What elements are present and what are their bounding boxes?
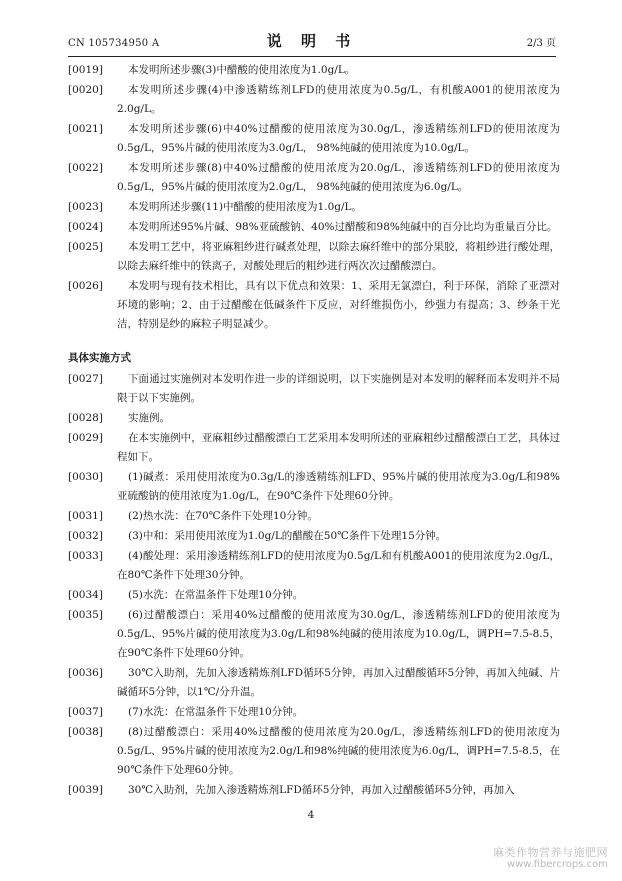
page-header (68, 22, 556, 57)
paragraph-text: (8)过醋酸漂白：采用40%过醋酸的使用浓度为20.0g/L，渗透精练剂LFD的使用浓度为0.5g/L、95%片碱的使用浓度为2.0g/L和98%纯碱的使用浓度为6.0g/L，调PH=7.5-8.5，在90℃条件下处理60分钟。 (117, 726, 560, 776)
paragraph-text: (7)水洗：在常温条件下处理10分钟。 (128, 706, 304, 718)
document-body (68, 61, 560, 801)
paragraph-number: [0019] (68, 64, 103, 76)
document-number: CN 105734950 A (68, 38, 160, 49)
watermark-site-name: 麻类作物营养与施肥网 (493, 846, 608, 859)
paragraph (68, 238, 560, 276)
section-heading: 具体实施方式 (68, 352, 131, 364)
paragraph-text: 本发明所述步骤(4)中渗透精练剂LFD的使用浓度为0.5g/L，有机酸A001的使用浓度为2.0g/L。 (117, 84, 560, 115)
paragraph-number: [0030] (68, 471, 103, 483)
paragraph (68, 277, 560, 334)
paragraph (68, 606, 560, 663)
paragraph-number: [0038] (68, 726, 103, 738)
paragraph-number: [0024] (68, 221, 103, 233)
paragraph (68, 409, 560, 428)
paragraph (68, 664, 560, 702)
paragraph-text: 本发明所述步骤(8)中40%过醋酸的使用浓度为20.0g/L，渗透精练剂LFD的使用浓度为0.5g/L，95%片碱的使用浓度为2.0g/L， 98%纯碱的使用浓度为6.0g/L。 (117, 162, 560, 193)
paragraph-text: 本发明工艺中，将亚麻粗纱进行碱煮处理，以除去麻纤维中的部分果胶，将粗纱进行酸处理，以除去麻纤维中的铁离子，对酸处理后的粗纱进行两次次过醋酸漂白。 (117, 241, 560, 272)
paragraph-text: 本发明所述步骤(3)中醋酸的使用浓度为1.0g/L。 (128, 64, 356, 76)
paragraph-text: 实施例。 (128, 412, 170, 424)
paragraph (68, 703, 560, 722)
paragraph-number: [0029] (68, 432, 103, 444)
watermark-url: www.fibercrops.com (506, 859, 608, 870)
paragraph (68, 507, 560, 526)
paragraph-number: [0025] (68, 241, 103, 253)
paragraph-number: [0039] (68, 784, 103, 796)
paragraph-text: 30℃入助剂，先加入渗透精炼剂LFD循环5分钟，再加入过醋酸循环5分钟，再加入 (128, 784, 515, 796)
page-number: 4 (307, 809, 315, 821)
paragraph (68, 218, 560, 237)
page-indicator: 2/3 页 (526, 38, 556, 49)
paragraph-number: [0033] (68, 550, 103, 562)
paragraph-number: [0021] (68, 123, 103, 135)
site-watermark (493, 847, 608, 871)
paragraph-text: 在本实施例中，亚麻粗纱过醋酸漂白工艺采用本发明所述的亚麻粗纱过醋酸漂白工艺，具体过程如下。 (117, 432, 560, 463)
paragraph-number: [0035] (68, 609, 103, 621)
paragraph-number: [0032] (68, 530, 103, 542)
paragraph-number: [0027] (68, 373, 103, 385)
paragraph-text: 本发明所述步骤(6)中40%过醋酸的使用浓度为30.0g/L，渗透精练剂LFD的使用浓度为0.5g/L，95%片碱的使用浓度为3.0g/L， 98%纯碱的使用浓度为10.0g/L。 (117, 123, 560, 154)
paragraph (68, 429, 560, 467)
paragraph-number: [0031] (68, 510, 103, 522)
paragraph-text: (2)热水洗：在70℃条件下处理10分钟。 (128, 510, 318, 522)
paragraph-number: [0034] (68, 589, 103, 601)
paragraph-text: 下面通过实施例对本发明作进一步的详细说明，以下实施例是对本发明的解释而本发明并不局限于以下实施例。 (117, 373, 560, 404)
paragraph-number: [0023] (68, 201, 103, 213)
paragraph-text: (6)过醋酸漂白：采用40%过醋酸的使用浓度为30.0g/L，渗透精练剂LFD的使用浓度为0.5g/L、95%片碱的使用浓度为3.0g/L和98%纯碱的使用浓度为10.0g/L，调PH=7.5-8.5，在90℃条件下处理60分钟。 (117, 609, 560, 659)
paragraph-text: (3)中和：采用使用浓度为1.0g/L的醋酸在50℃条件下处理15分钟。 (128, 530, 447, 542)
paragraph (68, 159, 560, 197)
paragraph-text: (1)碱煮：采用使用浓度为0.3g/L的渗透精练剂LFD、95%片碱的使用浓度为3.0g/L和98%亚硫酸钠的使用浓度为1.0g/L，在90℃条件下处理60分钟。 (117, 471, 560, 502)
paragraph-number: [0028] (68, 412, 103, 424)
paragraph (68, 586, 560, 605)
paragraph-list-top (68, 61, 560, 334)
paragraph (68, 198, 560, 217)
paragraph (68, 370, 560, 408)
paragraph-number: [0037] (68, 706, 103, 718)
paragraph-text: 30℃入助剂，先加入渗透精炼剂LFD循环5分钟，再加入过醋酸循环5分钟，再加入纯碱、片碱循环5分钟，以1℃/分升温。 (117, 667, 560, 698)
paragraph-list-bottom (68, 370, 560, 800)
paragraph (68, 723, 560, 780)
paragraph-number: [0022] (68, 162, 103, 174)
paragraph (68, 781, 560, 800)
paragraph-text: 本发明与现有技术相比，具有以下优点和效果：1、采用无氯漂白，利于环保，消除了亚漂对环境的影响；2、由于过醋酸在低碱条件下反应，对纤维损伤小，纱强力有提高；3、纱条干光洁，特别是纱的麻粒子明显减少。 (117, 280, 560, 330)
paragraph (68, 61, 560, 80)
paragraph-number: [0036] (68, 667, 103, 679)
paragraph-text: 本发明所述95%片碱、98%亚硫酸钠、40%过醋酸和98%纯碱中的百分比均为重量百分比。 (128, 221, 558, 233)
paragraph (68, 468, 560, 506)
paragraph-text: 本发明所述步骤(11)中醋酸的使用浓度为1.0g/L。 (128, 201, 362, 213)
paragraph-text: (4)酸处理：采用渗透精练剂LFD的使用浓度为0.5g/L和有机酸A001的使用浓度为2.0g/L，在80℃条件下处理30分钟。 (117, 550, 560, 581)
paragraph (68, 81, 560, 119)
paragraph (68, 527, 560, 546)
paragraph (68, 120, 560, 158)
document-title: 说 明 书 (266, 32, 358, 50)
paragraph (68, 547, 560, 585)
paragraph-number: [0020] (68, 84, 103, 96)
paragraph-number: [0026] (68, 280, 103, 292)
paragraph-text: (5)水洗：在常温条件下处理10分钟。 (128, 589, 304, 601)
